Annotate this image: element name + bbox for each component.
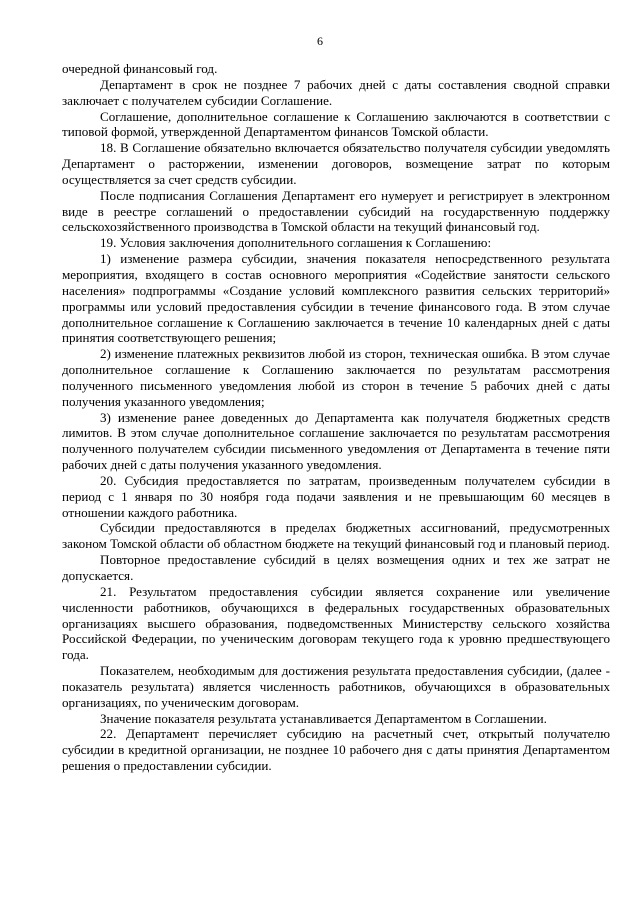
- paragraph: 19. Условия заключения дополнительного соглашения к Соглашению:: [100, 235, 492, 251]
- paragraph: Департамент в срок не позднее 7 рабочих дней с даты составления сводной справки заключает с получателем субсидии Соглашение.: [62, 76, 610, 108]
- paragraph: 20. Субсидия предоставляется по затратам, произведенным получателем субсидии в период с 1 января по 30 ноября года подачи заявления и не превышающим 60 месяцев в отношении каждого работника.: [62, 472, 610, 520]
- paragraph: Показателем, необходимым для достижения результата предоставления субсидии, (далее - показатель результата) является численность работников, обучающихся в образовательных организациях, по ученическим договорам.: [62, 663, 610, 710]
- paragraph: очередной финансовый год.: [62, 61, 218, 76]
- paragraph: 1) изменение размера субсидии, значения показателя непосредственного результата мероприятия, входящего в состав основного мероприятия «Содействие занятости сельского населения» подпрограммы «Создание условий комплексного развития сельских территорий» программы или условий предоставления субсидии в течение финансового года. В этом случае дополнительное соглашение к Соглашению заключается в течение 10 календарных дней с даты принятия соответствующего решения;: [62, 251, 610, 346]
- paragraph: После подписания Соглашения Департамент его нумерует и регистрирует в электронном виде в реестре соглашений о предоставлении субсидий на государственную поддержку сельскохозяйственного производства в Томской области на текущий финансовый год.: [62, 187, 610, 235]
- paragraph: Значение показателя результата устанавливается Департаментом в Соглашении.: [100, 710, 547, 726]
- paragraph: 18. В Соглашение обязательно включается обязательство получателя субсидии уведомлять Департамент о расторжении, изменении договоров, возмещение затрат по которым осуществляется за счет средств субсидии.: [62, 140, 610, 187]
- paragraph: 3) изменение ранее доведенных до Департамента как получателя бюджетных средств лимитов. В этом случае дополнительное соглашение заключается по результатам рассмотрения полученного получателем субсидии письменного уведомления от Департамента в течение пяти рабочих дней с даты получения указанного уведомления.: [62, 409, 610, 473]
- page-number: 6: [317, 34, 323, 48]
- document-body: [62, 61, 610, 774]
- paragraph: 21. Результатом предоставления субсидии является сохранение или увеличение численности работников, обучающихся в федеральных государственных образовательных организациях высшего образования, подведомственных Министерству сельского хозяйства Российской Федерации, по ученическим договорам текущего года к уровню предшествующего года.: [62, 583, 610, 663]
- paragraph: Повторное предоставление субсидий в целях возмещения одних и тех же затрат не допускается.: [62, 552, 610, 583]
- paragraph: 2) изменение платежных реквизитов любой из сторон, техническая ошибка. В этом случае дополнительное соглашение к Соглашению заключается по результатам рассмотрения полученного письменного уведомления любой из сторон в течение 5 рабочих дней с даты получения указанного уведомления;: [62, 346, 610, 409]
- paragraph: Субсидии предоставляются в пределах бюджетных ассигнований, предусмотренных законом Томской области об областном бюджете на текущий финансовый год и плановый период.: [62, 520, 610, 552]
- paragraph: Соглашение, дополнительное соглашение к Соглашению заключаются в соответствии с типовой формой, утвержденной Департаментом финансов Томской области.: [62, 108, 610, 140]
- paragraph: 22. Департамент перечисляет субсидию на расчетный счет, открытый получателю субсидии в кредитной организации, не позднее 10 рабочего дня с даты принятия Департаментом решения о предоставлении субсидии.: [62, 726, 610, 774]
